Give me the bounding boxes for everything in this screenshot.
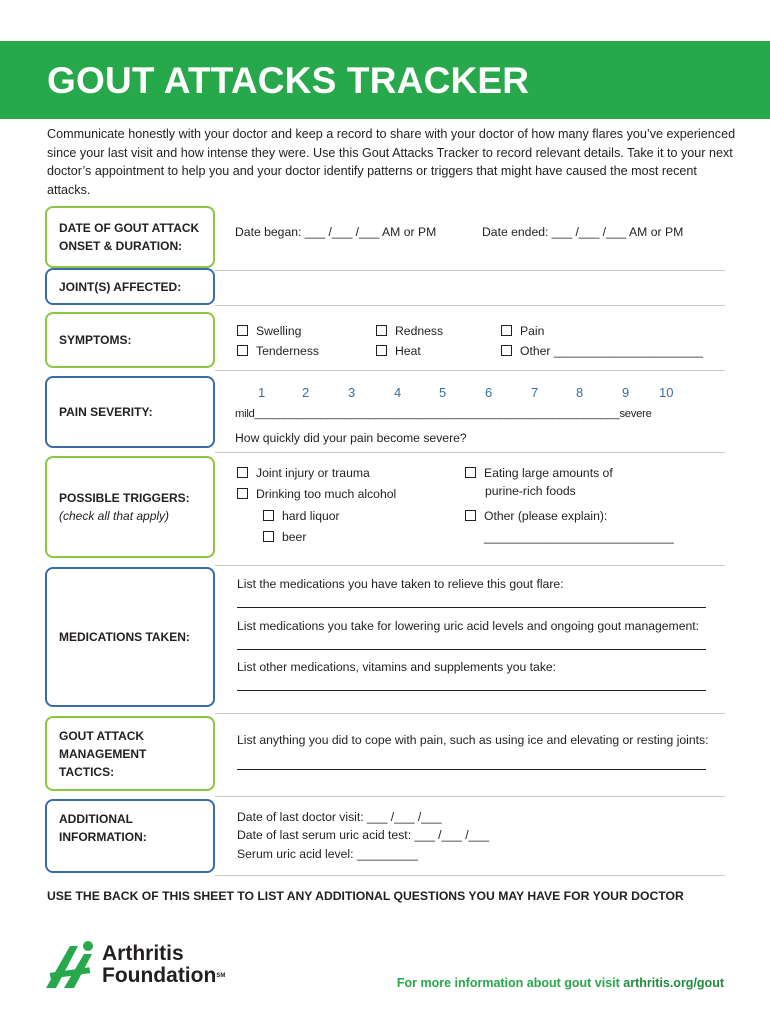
last-test-field[interactable]: Date of last serum uric acid test: ___ /___ /___ [237,828,490,842]
severity-2[interactable]: 2 [302,385,310,400]
label-onset: DATE OF GOUT ATTACK ONSET & DURATION: [45,206,215,268]
severity-6[interactable]: 6 [485,385,493,400]
checkbox-heat[interactable]: Heat [376,342,421,360]
divider [215,565,725,566]
label-joints: JOINT(S) AFFECTED: [45,268,215,305]
checkbox-swelling[interactable]: Swelling [237,322,301,340]
severity-5[interactable]: 5 [439,385,447,400]
checkbox-hard-liquor[interactable]: hard liquor [263,507,340,525]
arthritis-foundation-logo-icon [44,940,100,990]
severity-7[interactable]: 7 [531,385,539,400]
checkbox-icon[interactable] [237,488,248,499]
severity-scale: mild_____________________________________________________________severe [235,408,652,420]
checkbox-icon[interactable] [501,345,512,356]
last-visit-field[interactable]: Date of last doctor visit: ___ /___ /___ [237,810,442,824]
tactics-line[interactable] [237,769,706,770]
divider [215,452,725,453]
med-uric-line[interactable] [237,649,706,650]
checkbox-purine-foods[interactable]: Eating large amounts of [465,464,613,482]
label-tactics: GOUT ATTACK MANAGEMENT TACTICS: [45,716,215,791]
checkbox-beer[interactable]: beer [263,528,306,546]
checkbox-icon[interactable] [376,345,387,356]
other-trigger-line[interactable]: ____________________________ [484,530,674,544]
divider [215,796,725,797]
back-sheet-note: USE THE BACK OF THIS SHEET TO LIST ANY ADDITIONAL QUESTIONS YOU MAY HAVE FOR YOUR DOCTOR [47,889,684,903]
label-pain-severity: PAIN SEVERITY: [45,376,215,448]
divider [215,270,725,271]
date-began-field[interactable]: Date began: ___ /___ /___ AM or PM [235,225,437,239]
checkbox-icon[interactable] [465,510,476,521]
severity-question: How quickly did your pain become severe? [235,431,467,445]
checkbox-pain[interactable]: Pain [501,322,544,340]
checkbox-joint-injury[interactable]: Joint injury or trauma [237,464,370,482]
date-ended-field[interactable]: Date ended: ___ /___ /___ AM or PM [482,225,684,239]
label-symptoms: SYMPTOMS: [45,312,215,368]
intro-paragraph: Communicate honestly with your doctor and keep a record to share with your doctor of how many flares you’ve experienced since your last visit and how intense they were. Use this Gout Attacks Tracker to record relevant details. Take it to your next doctor’s appointment to help you and your doctor identify patterns or triggers that might have caused the most recent attacks. [47,127,736,197]
label-additional: ADDITIONAL INFORMATION: [45,799,215,873]
gout-link[interactable]: arthritis.org/gout [623,976,724,990]
severity-8[interactable]: 8 [576,385,584,400]
more-info-text: For more information about gout visit arthritis.org/gout [396,976,724,990]
severity-9[interactable]: 9 [622,385,630,400]
title-banner [0,41,770,119]
purine-label-cont: purine-rich foods [485,484,576,498]
page-title: GOUT ATTACKS TRACKER [47,60,530,101]
divider [215,713,725,714]
checkbox-redness[interactable]: Redness [376,322,443,340]
checkbox-icon[interactable] [465,467,476,478]
med-prompt-other: List other medications, vitamins and supplements you take: [237,660,557,674]
med-other-line[interactable] [237,690,706,691]
uric-level-field[interactable]: Serum uric acid level: _________ [237,847,418,861]
label-medications: MEDICATIONS TAKEN: [45,567,215,707]
divider [215,370,725,371]
tactics-prompt: List anything you did to cope with pain, such as using ice and elevating or resting joints: [237,733,709,747]
severity-10[interactable]: 10 [659,385,674,400]
checkbox-other-symptom[interactable]: Other ______________________ [501,342,703,360]
severity-1[interactable]: 1 [258,385,266,400]
checkbox-alcohol[interactable]: Drinking too much alcohol [237,485,396,503]
checkbox-tenderness[interactable]: Tenderness [237,342,319,360]
med-prompt-uric: List medications you take for lowering uric acid levels and ongoing gout management: [237,619,700,633]
checkbox-icon[interactable] [263,510,274,521]
checkbox-icon[interactable] [237,345,248,356]
checkbox-icon[interactable] [501,325,512,336]
checkbox-icon[interactable] [263,531,274,542]
severity-3[interactable]: 3 [348,385,356,400]
med-prompt-relief: List the medications you have taken to relieve this gout flare: [237,577,564,591]
checkbox-icon[interactable] [237,467,248,478]
checkbox-icon[interactable] [376,325,387,336]
severity-4[interactable]: 4 [394,385,402,400]
divider [215,875,725,876]
checkbox-other-trigger[interactable]: Other (please explain): [465,507,607,525]
checkbox-icon[interactable] [237,325,248,336]
logo-wordmark: Arthritis Foundation℠ [102,942,226,987]
divider [215,305,725,306]
med-relief-line[interactable] [237,607,706,608]
label-triggers: POSSIBLE TRIGGERS: (check all that apply) [45,456,215,558]
